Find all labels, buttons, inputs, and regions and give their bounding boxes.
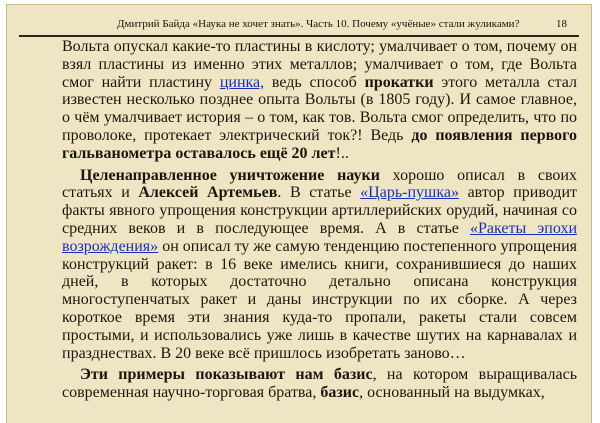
bold-rolling: прокатки bbox=[364, 73, 434, 91]
page-number: 18 bbox=[556, 18, 567, 30]
text-span: ведь способ bbox=[264, 73, 365, 91]
paragraph-volta bbox=[62, 38, 577, 163]
bold-basis: базис bbox=[320, 384, 360, 402]
text-span: этого металла стал известен несколько позднее опыта Вольты (в 1805 году). И самое главное, о чём умалчивает история – о том, как тов. Вольта смог определить, что по проволоке, протекает электрический ток?! Ведь bbox=[62, 73, 578, 144]
text-span: автор приводит факты явного упрощения конструкции артиллерийских орудий, начиная со средних веков и в последующее время. А в статье bbox=[62, 184, 577, 237]
header-title: Дмитрий Байда «Наука не хочет знать». Часть 10. Почему «учёные» стали жуликами? bbox=[117, 18, 520, 30]
document-body bbox=[62, 38, 577, 406]
link-zinc[interactable]: цинка, bbox=[219, 73, 265, 91]
bold-author: Алексей Артемьев bbox=[138, 184, 278, 202]
text-span: !.. bbox=[335, 144, 349, 162]
text-span: , основанный на выдумках, bbox=[359, 384, 545, 402]
link-tsar-cannon[interactable]: «Царь-пушка» bbox=[360, 184, 459, 202]
paragraph-examples bbox=[62, 366, 577, 402]
text-span: Вольта опускал какие-то пластины в кислоту; умалчивает о том, почему он взял пластины из именно этих металлов; умалчивает о том, где Вольта смог найти пластину bbox=[62, 38, 577, 91]
text-span: хорошо описал в своих статьях и bbox=[62, 166, 577, 202]
link-renaissance-rockets[interactable]: «Ракеты эпохи возрождения» bbox=[62, 219, 577, 255]
running-header bbox=[19, 9, 579, 37]
bold-examples: Эти примеры показывают нам базис bbox=[80, 366, 373, 384]
text-span: . В статье bbox=[277, 184, 361, 202]
bold-galvanometer: до появления первого гальванометра оставалось ещё 20 лет bbox=[62, 126, 578, 162]
paragraph-destruction bbox=[62, 167, 577, 363]
bold-destruction: Целенаправленное уничтожение науки bbox=[80, 166, 380, 184]
text-span: он описал ту же самую тенденцию постепенного упрощения конструкций ракет: в 16 веке имелись книги, сохранившиеся до наших дней, в которых достаточно детально описана конструкция многоступенчатых ракет и даны инструкции по их сборке. А через короткое время эти знания куда-то пропали, ракеты стали совсем простыми, и использовались уже лишь в качестве шутих на карнавалах и празднествах. В 20 веке всё пришлось изобретать заново… bbox=[62, 237, 577, 362]
text-span: , на котором выращивалась современная научно-торговая братва, bbox=[62, 366, 578, 402]
